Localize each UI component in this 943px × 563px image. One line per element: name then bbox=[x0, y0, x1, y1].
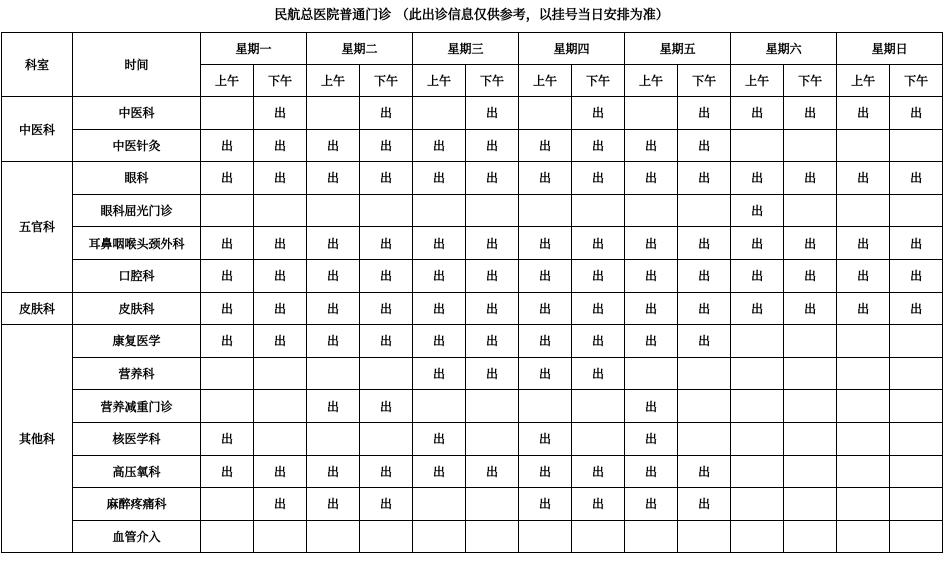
schedule-cell bbox=[625, 357, 678, 390]
schedule-cell bbox=[307, 357, 360, 390]
schedule-cell bbox=[360, 422, 413, 455]
schedule-cell: 出 bbox=[360, 390, 413, 423]
schedule-cell: 出 bbox=[307, 455, 360, 488]
schedule-cell: 出 bbox=[784, 292, 837, 325]
schedule-cell bbox=[731, 357, 784, 390]
schedule-cell bbox=[678, 520, 731, 553]
schedule-cell: 出 bbox=[625, 455, 678, 488]
clinic-name: 营养减重门诊 bbox=[73, 390, 201, 423]
schedule-cell bbox=[572, 422, 625, 455]
schedule-cell: 出 bbox=[413, 357, 466, 390]
schedule-cell: 出 bbox=[784, 259, 837, 292]
schedule-cell: 出 bbox=[837, 292, 890, 325]
schedule-cell bbox=[572, 390, 625, 423]
schedule-cell: 出 bbox=[572, 227, 625, 260]
schedule-cell: 出 bbox=[572, 455, 625, 488]
clinic-name: 血管介入 bbox=[73, 520, 201, 553]
schedule-cell: 出 bbox=[890, 227, 943, 260]
schedule-cell: 出 bbox=[678, 162, 731, 195]
department-group: 中医科 bbox=[2, 97, 73, 162]
schedule-cell: 出 bbox=[307, 259, 360, 292]
day-header: 星期一 bbox=[201, 33, 307, 65]
schedule-cell: 出 bbox=[413, 162, 466, 195]
schedule-cell bbox=[254, 422, 307, 455]
schedule-cell bbox=[731, 422, 784, 455]
pm-header: 下午 bbox=[572, 65, 625, 97]
schedule-cell bbox=[784, 488, 837, 521]
schedule-cell bbox=[201, 390, 254, 423]
time-header: 时间 bbox=[73, 33, 201, 97]
clinic-name: 核医学科 bbox=[73, 422, 201, 455]
schedule-cell bbox=[625, 97, 678, 130]
schedule-cell: 出 bbox=[678, 488, 731, 521]
schedule-cell: 出 bbox=[678, 227, 731, 260]
schedule-cell bbox=[890, 520, 943, 553]
clinic-schedule-table bbox=[1, 32, 943, 553]
schedule-cell bbox=[307, 520, 360, 553]
schedule-cell: 出 bbox=[519, 227, 572, 260]
schedule-cell: 出 bbox=[519, 488, 572, 521]
schedule-cell: 出 bbox=[307, 129, 360, 162]
schedule-cell bbox=[466, 422, 519, 455]
schedule-cell: 出 bbox=[201, 129, 254, 162]
schedule-cell bbox=[678, 422, 731, 455]
schedule-cell: 出 bbox=[466, 292, 519, 325]
schedule-cell: 出 bbox=[360, 455, 413, 488]
clinic-name: 耳鼻咽喉头颈外科 bbox=[73, 227, 201, 260]
clinic-name: 皮肤科 bbox=[73, 292, 201, 325]
day-header: 星期日 bbox=[837, 33, 943, 65]
schedule-cell: 出 bbox=[890, 292, 943, 325]
schedule-cell: 出 bbox=[572, 488, 625, 521]
schedule-cell: 出 bbox=[625, 162, 678, 195]
schedule-cell: 出 bbox=[466, 129, 519, 162]
schedule-cell: 出 bbox=[519, 455, 572, 488]
schedule-cell bbox=[201, 97, 254, 130]
schedule-cell: 出 bbox=[466, 227, 519, 260]
schedule-cell: 出 bbox=[466, 162, 519, 195]
schedule-cell: 出 bbox=[360, 259, 413, 292]
schedule-cell: 出 bbox=[201, 455, 254, 488]
schedule-cell bbox=[413, 97, 466, 130]
schedule-cell bbox=[307, 194, 360, 227]
schedule-cell: 出 bbox=[890, 259, 943, 292]
schedule-cell: 出 bbox=[466, 97, 519, 130]
am-header: 上午 bbox=[837, 65, 890, 97]
table-row bbox=[2, 227, 943, 260]
schedule-cell: 出 bbox=[201, 325, 254, 358]
schedule-cell: 出 bbox=[360, 325, 413, 358]
schedule-cell: 出 bbox=[572, 162, 625, 195]
schedule-cell bbox=[890, 390, 943, 423]
schedule-cell: 出 bbox=[413, 455, 466, 488]
page-title: 民航总医院普通门诊 （此出诊信息仅供参考，以挂号当日安排为准） bbox=[274, 8, 669, 23]
day-header: 星期五 bbox=[625, 33, 731, 65]
schedule-cell bbox=[519, 520, 572, 553]
schedule-cell: 出 bbox=[625, 292, 678, 325]
schedule-cell bbox=[519, 194, 572, 227]
schedule-cell bbox=[413, 194, 466, 227]
schedule-cell: 出 bbox=[572, 325, 625, 358]
schedule-cell bbox=[837, 357, 890, 390]
am-header: 上午 bbox=[413, 65, 466, 97]
schedule-cell bbox=[201, 488, 254, 521]
schedule-cell: 出 bbox=[572, 129, 625, 162]
schedule-cell bbox=[837, 129, 890, 162]
schedule-cell bbox=[890, 194, 943, 227]
schedule-cell: 出 bbox=[254, 97, 307, 130]
schedule-cell: 出 bbox=[201, 292, 254, 325]
schedule-cell: 出 bbox=[201, 422, 254, 455]
department-group: 其他科 bbox=[2, 325, 73, 553]
schedule-cell bbox=[678, 194, 731, 227]
schedule-cell: 出 bbox=[572, 292, 625, 325]
pm-header: 下午 bbox=[890, 65, 943, 97]
am-header: 上午 bbox=[519, 65, 572, 97]
table-row bbox=[2, 488, 943, 521]
schedule-cell: 出 bbox=[784, 227, 837, 260]
day-header: 星期三 bbox=[413, 33, 519, 65]
schedule-cell bbox=[784, 455, 837, 488]
schedule-cell bbox=[625, 194, 678, 227]
schedule-cell: 出 bbox=[519, 162, 572, 195]
schedule-cell: 出 bbox=[837, 259, 890, 292]
schedule-cell bbox=[413, 390, 466, 423]
schedule-cell bbox=[890, 455, 943, 488]
schedule-cell: 出 bbox=[466, 259, 519, 292]
schedule-cell bbox=[413, 488, 466, 521]
clinic-name: 中医科 bbox=[73, 97, 201, 130]
table-row bbox=[2, 455, 943, 488]
schedule-cell bbox=[254, 357, 307, 390]
schedule-cell: 出 bbox=[731, 292, 784, 325]
schedule-cell bbox=[307, 97, 360, 130]
schedule-cell: 出 bbox=[413, 325, 466, 358]
schedule-cell: 出 bbox=[678, 455, 731, 488]
schedule-cell: 出 bbox=[519, 129, 572, 162]
schedule-cell bbox=[678, 357, 731, 390]
schedule-cell bbox=[360, 194, 413, 227]
schedule-cell: 出 bbox=[625, 259, 678, 292]
schedule-cell: 出 bbox=[413, 259, 466, 292]
schedule-cell: 出 bbox=[466, 325, 519, 358]
schedule-cell bbox=[731, 488, 784, 521]
schedule-cell: 出 bbox=[890, 97, 943, 130]
schedule-cell bbox=[254, 390, 307, 423]
schedule-cell bbox=[201, 194, 254, 227]
schedule-cell bbox=[519, 97, 572, 130]
schedule-cell bbox=[784, 325, 837, 358]
schedule-cell: 出 bbox=[466, 455, 519, 488]
schedule-cell: 出 bbox=[572, 97, 625, 130]
schedule-cell: 出 bbox=[307, 325, 360, 358]
schedule-cell bbox=[731, 455, 784, 488]
schedule-cell bbox=[784, 520, 837, 553]
schedule-cell: 出 bbox=[519, 325, 572, 358]
schedule-cell: 出 bbox=[731, 162, 784, 195]
schedule-cell bbox=[625, 520, 678, 553]
schedule-cell: 出 bbox=[625, 488, 678, 521]
pm-header: 下午 bbox=[360, 65, 413, 97]
clinic-name: 营养科 bbox=[73, 357, 201, 390]
schedule-cell bbox=[731, 129, 784, 162]
schedule-cell bbox=[519, 390, 572, 423]
schedule-cell: 出 bbox=[678, 292, 731, 325]
schedule-cell bbox=[678, 390, 731, 423]
schedule-cell: 出 bbox=[731, 259, 784, 292]
schedule-cell bbox=[466, 488, 519, 521]
schedule-body bbox=[2, 33, 943, 553]
schedule-cell bbox=[201, 520, 254, 553]
schedule-cell: 出 bbox=[678, 325, 731, 358]
schedule-cell bbox=[784, 129, 837, 162]
pm-header: 下午 bbox=[254, 65, 307, 97]
day-header: 星期六 bbox=[731, 33, 837, 65]
schedule-cell bbox=[837, 325, 890, 358]
schedule-cell bbox=[307, 422, 360, 455]
schedule-cell: 出 bbox=[890, 162, 943, 195]
schedule-cell: 出 bbox=[731, 97, 784, 130]
schedule-cell: 出 bbox=[519, 259, 572, 292]
schedule-cell bbox=[360, 520, 413, 553]
schedule-cell bbox=[837, 488, 890, 521]
am-header: 上午 bbox=[625, 65, 678, 97]
schedule-cell bbox=[413, 520, 466, 553]
pm-header: 下午 bbox=[466, 65, 519, 97]
clinic-name: 眼科 bbox=[73, 162, 201, 195]
schedule-cell: 出 bbox=[413, 422, 466, 455]
schedule-cell: 出 bbox=[360, 129, 413, 162]
schedule-cell bbox=[572, 194, 625, 227]
schedule-cell bbox=[784, 357, 837, 390]
pm-header: 下午 bbox=[678, 65, 731, 97]
schedule-cell: 出 bbox=[201, 162, 254, 195]
schedule-cell: 出 bbox=[307, 162, 360, 195]
schedule-cell bbox=[890, 357, 943, 390]
schedule-cell: 出 bbox=[360, 488, 413, 521]
schedule-cell: 出 bbox=[360, 162, 413, 195]
table-row bbox=[2, 194, 943, 227]
schedule-cell bbox=[466, 390, 519, 423]
schedule-cell bbox=[466, 194, 519, 227]
clinic-name: 眼科屈光门诊 bbox=[73, 194, 201, 227]
schedule-cell bbox=[890, 325, 943, 358]
dept-header: 科室 bbox=[2, 33, 73, 97]
schedule-cell: 出 bbox=[731, 227, 784, 260]
schedule-cell: 出 bbox=[678, 259, 731, 292]
schedule-cell bbox=[784, 390, 837, 423]
schedule-cell: 出 bbox=[254, 227, 307, 260]
schedule-cell: 出 bbox=[307, 227, 360, 260]
schedule-cell bbox=[731, 325, 784, 358]
schedule-cell: 出 bbox=[307, 390, 360, 423]
schedule-cell: 出 bbox=[731, 194, 784, 227]
clinic-name: 中医针灸 bbox=[73, 129, 201, 162]
schedule-cell: 出 bbox=[519, 357, 572, 390]
header-row-days bbox=[2, 33, 943, 65]
table-row bbox=[2, 129, 943, 162]
schedule-cell: 出 bbox=[625, 390, 678, 423]
schedule-cell: 出 bbox=[572, 357, 625, 390]
schedule-cell: 出 bbox=[254, 259, 307, 292]
schedule-cell: 出 bbox=[254, 455, 307, 488]
schedule-cell bbox=[784, 194, 837, 227]
am-header: 上午 bbox=[201, 65, 254, 97]
schedule-cell: 出 bbox=[466, 357, 519, 390]
table-row bbox=[2, 390, 943, 423]
schedule-cell: 出 bbox=[837, 162, 890, 195]
schedule-cell: 出 bbox=[625, 422, 678, 455]
table-row bbox=[2, 97, 943, 130]
am-header: 上午 bbox=[731, 65, 784, 97]
schedule-cell: 出 bbox=[201, 259, 254, 292]
department-group: 五官科 bbox=[2, 162, 73, 292]
table-row bbox=[2, 162, 943, 195]
schedule-cell bbox=[837, 455, 890, 488]
schedule-cell bbox=[466, 520, 519, 553]
schedule-cell: 出 bbox=[201, 227, 254, 260]
pm-header: 下午 bbox=[784, 65, 837, 97]
schedule-cell: 出 bbox=[837, 227, 890, 260]
schedule-cell: 出 bbox=[625, 227, 678, 260]
schedule-cell bbox=[837, 422, 890, 455]
schedule-cell: 出 bbox=[413, 292, 466, 325]
schedule-cell bbox=[731, 520, 784, 553]
table-row bbox=[2, 292, 943, 325]
schedule-cell bbox=[837, 520, 890, 553]
table-row bbox=[2, 259, 943, 292]
clinic-name: 康复医学 bbox=[73, 325, 201, 358]
day-header: 星期四 bbox=[519, 33, 625, 65]
schedule-cell: 出 bbox=[784, 97, 837, 130]
schedule-cell: 出 bbox=[360, 292, 413, 325]
day-header: 星期二 bbox=[307, 33, 413, 65]
schedule-cell: 出 bbox=[519, 292, 572, 325]
schedule-cell: 出 bbox=[519, 422, 572, 455]
table-row bbox=[2, 422, 943, 455]
schedule-cell bbox=[572, 520, 625, 553]
schedule-cell bbox=[201, 357, 254, 390]
schedule-cell: 出 bbox=[784, 162, 837, 195]
table-row bbox=[2, 357, 943, 390]
schedule-cell: 出 bbox=[837, 97, 890, 130]
schedule-cell: 出 bbox=[307, 488, 360, 521]
am-header: 上午 bbox=[307, 65, 360, 97]
schedule-cell: 出 bbox=[254, 488, 307, 521]
schedule-cell: 出 bbox=[678, 129, 731, 162]
schedule-cell: 出 bbox=[360, 97, 413, 130]
schedule-cell bbox=[837, 390, 890, 423]
schedule-cell bbox=[784, 422, 837, 455]
clinic-name: 麻醉疼痛科 bbox=[73, 488, 201, 521]
table-row bbox=[2, 325, 943, 358]
schedule-cell: 出 bbox=[413, 129, 466, 162]
schedule-cell: 出 bbox=[254, 292, 307, 325]
schedule-cell bbox=[890, 129, 943, 162]
schedule-cell: 出 bbox=[413, 227, 466, 260]
schedule-cell bbox=[360, 357, 413, 390]
schedule-cell bbox=[890, 422, 943, 455]
schedule-cell bbox=[254, 520, 307, 553]
schedule-cell: 出 bbox=[625, 325, 678, 358]
schedule-cell bbox=[254, 194, 307, 227]
schedule-cell bbox=[731, 390, 784, 423]
clinic-name: 高压氧科 bbox=[73, 455, 201, 488]
schedule-cell: 出 bbox=[625, 129, 678, 162]
schedule-cell bbox=[890, 488, 943, 521]
schedule-cell: 出 bbox=[254, 325, 307, 358]
table-row bbox=[2, 520, 943, 553]
schedule-cell: 出 bbox=[254, 129, 307, 162]
clinic-name: 口腔科 bbox=[73, 259, 201, 292]
schedule-cell: 出 bbox=[572, 259, 625, 292]
schedule-cell: 出 bbox=[307, 292, 360, 325]
department-group: 皮肤科 bbox=[2, 292, 73, 325]
schedule-cell bbox=[837, 194, 890, 227]
schedule-cell: 出 bbox=[254, 162, 307, 195]
schedule-cell: 出 bbox=[678, 97, 731, 130]
schedule-cell: 出 bbox=[360, 227, 413, 260]
